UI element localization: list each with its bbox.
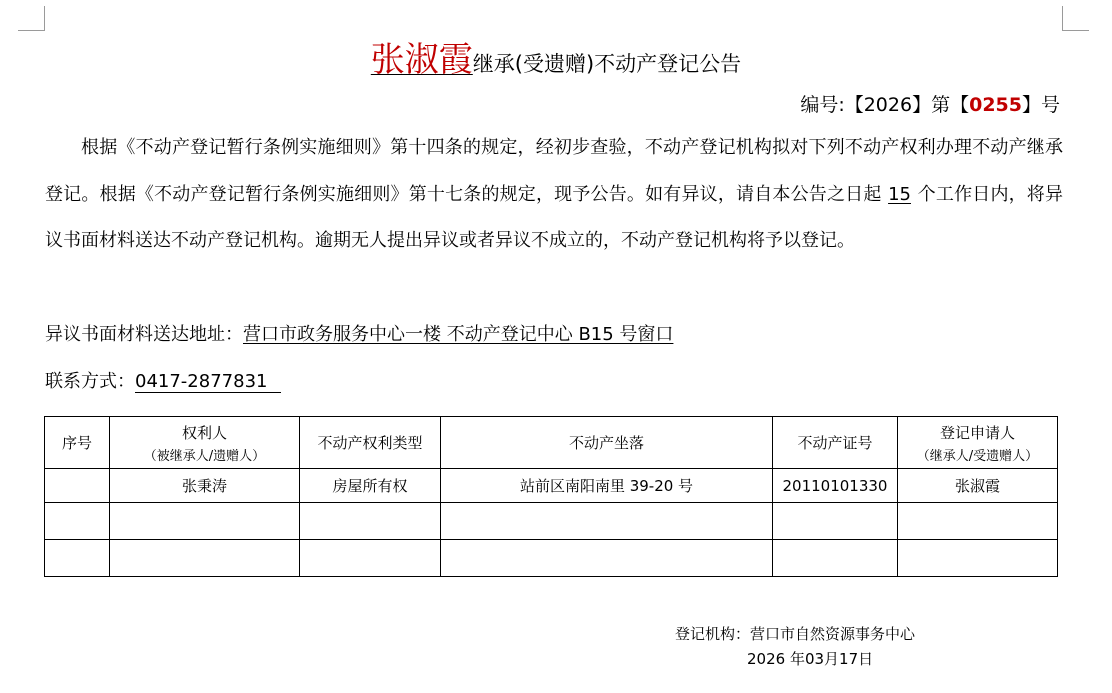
notice-body: [45, 125, 1063, 265]
cell-cert-no: 20110101330: [773, 469, 898, 503]
cell-right-type: 房屋所有权: [300, 469, 441, 503]
document-number: [800, 90, 1060, 117]
empty-cell: [300, 540, 441, 577]
crop-mark-top-left: [18, 6, 45, 31]
objection-days: 15: [888, 183, 911, 205]
document-title: [0, 32, 1112, 81]
objection-address: [45, 320, 673, 346]
header-holder-label: 权利人: [181, 423, 227, 442]
header-applicant: [898, 417, 1058, 469]
notice-date: 2026 年03月17日: [747, 650, 874, 668]
doc-number-prefix: 编号:【: [800, 94, 864, 116]
contact-label: 联系方式：: [45, 371, 135, 392]
property-table: [44, 416, 1058, 577]
table-row: [45, 469, 1058, 503]
empty-cell: [773, 540, 898, 577]
empty-cell: [110, 540, 300, 577]
title-text: 继承(受遗赠)不动产登记公告: [472, 52, 742, 76]
empty-cell: [898, 503, 1058, 540]
registration-organization: 登记机构：营口市自然资源事务中心: [675, 625, 916, 643]
header-seq: 序号: [45, 417, 110, 469]
address-label: 异议书面材料送达地址：: [45, 324, 243, 345]
empty-cell: [441, 540, 773, 577]
notice-body-part2: 个工作日内，将异议书面材料送达不动产登记机构。逾期无人提出异议或者异议不成立的，不动产登记机构将予以登记。: [45, 183, 1063, 251]
header-cert-no: 不动产证号: [773, 417, 898, 469]
cell-seq: [45, 469, 110, 503]
empty-cell: [45, 540, 110, 577]
header-location: 不动产坐落: [441, 417, 773, 469]
cell-location: 站前区南阳南里 39-20 号: [441, 469, 773, 503]
empty-cell: [110, 503, 300, 540]
contact-info: [45, 367, 281, 393]
table-header-row: [45, 417, 1058, 469]
title-person-name: 张淑霞: [370, 40, 473, 80]
table-row-empty: [45, 503, 1058, 540]
crop-mark-top-right: [1062, 6, 1089, 31]
cell-holder: 张秉涛: [110, 469, 300, 503]
empty-cell: [300, 503, 441, 540]
empty-cell: [441, 503, 773, 540]
cell-applicant: 张淑霞: [898, 469, 1058, 503]
header-applicant-sub: （继承人/受遗赠人）: [916, 448, 1039, 464]
header-holder: [110, 417, 300, 469]
contact-phone: 0417-2877831: [135, 372, 281, 393]
empty-cell: [773, 503, 898, 540]
header-holder-sub: （被继承人/遗赠人）: [143, 448, 266, 464]
empty-cell: [898, 540, 1058, 577]
header-right-type: 不动产权利类型: [300, 417, 441, 469]
doc-number-middle: 】第【: [912, 94, 970, 116]
address-value: 营口市政务服务中心一楼 不动产登记中心 B15 号窗口: [243, 324, 674, 345]
empty-cell: [45, 503, 110, 540]
header-applicant-label: 登记申请人: [939, 423, 1015, 442]
doc-number-value: 0255: [969, 94, 1022, 116]
doc-number-year: 2026: [863, 94, 913, 116]
doc-number-suffix: 】号: [1021, 94, 1060, 116]
table-row-empty: [45, 540, 1058, 577]
notice-body-part1: 根据《不动产登记暂行条例实施细则》第十四条的规定，经初步查验，不动产登记机构拟对下列不动产权利办理不动产继承登记。根据《不动产登记暂行条例实施细则》第十七条的规定，现予公告。如有异议，请自本公告之日起: [45, 137, 1063, 205]
